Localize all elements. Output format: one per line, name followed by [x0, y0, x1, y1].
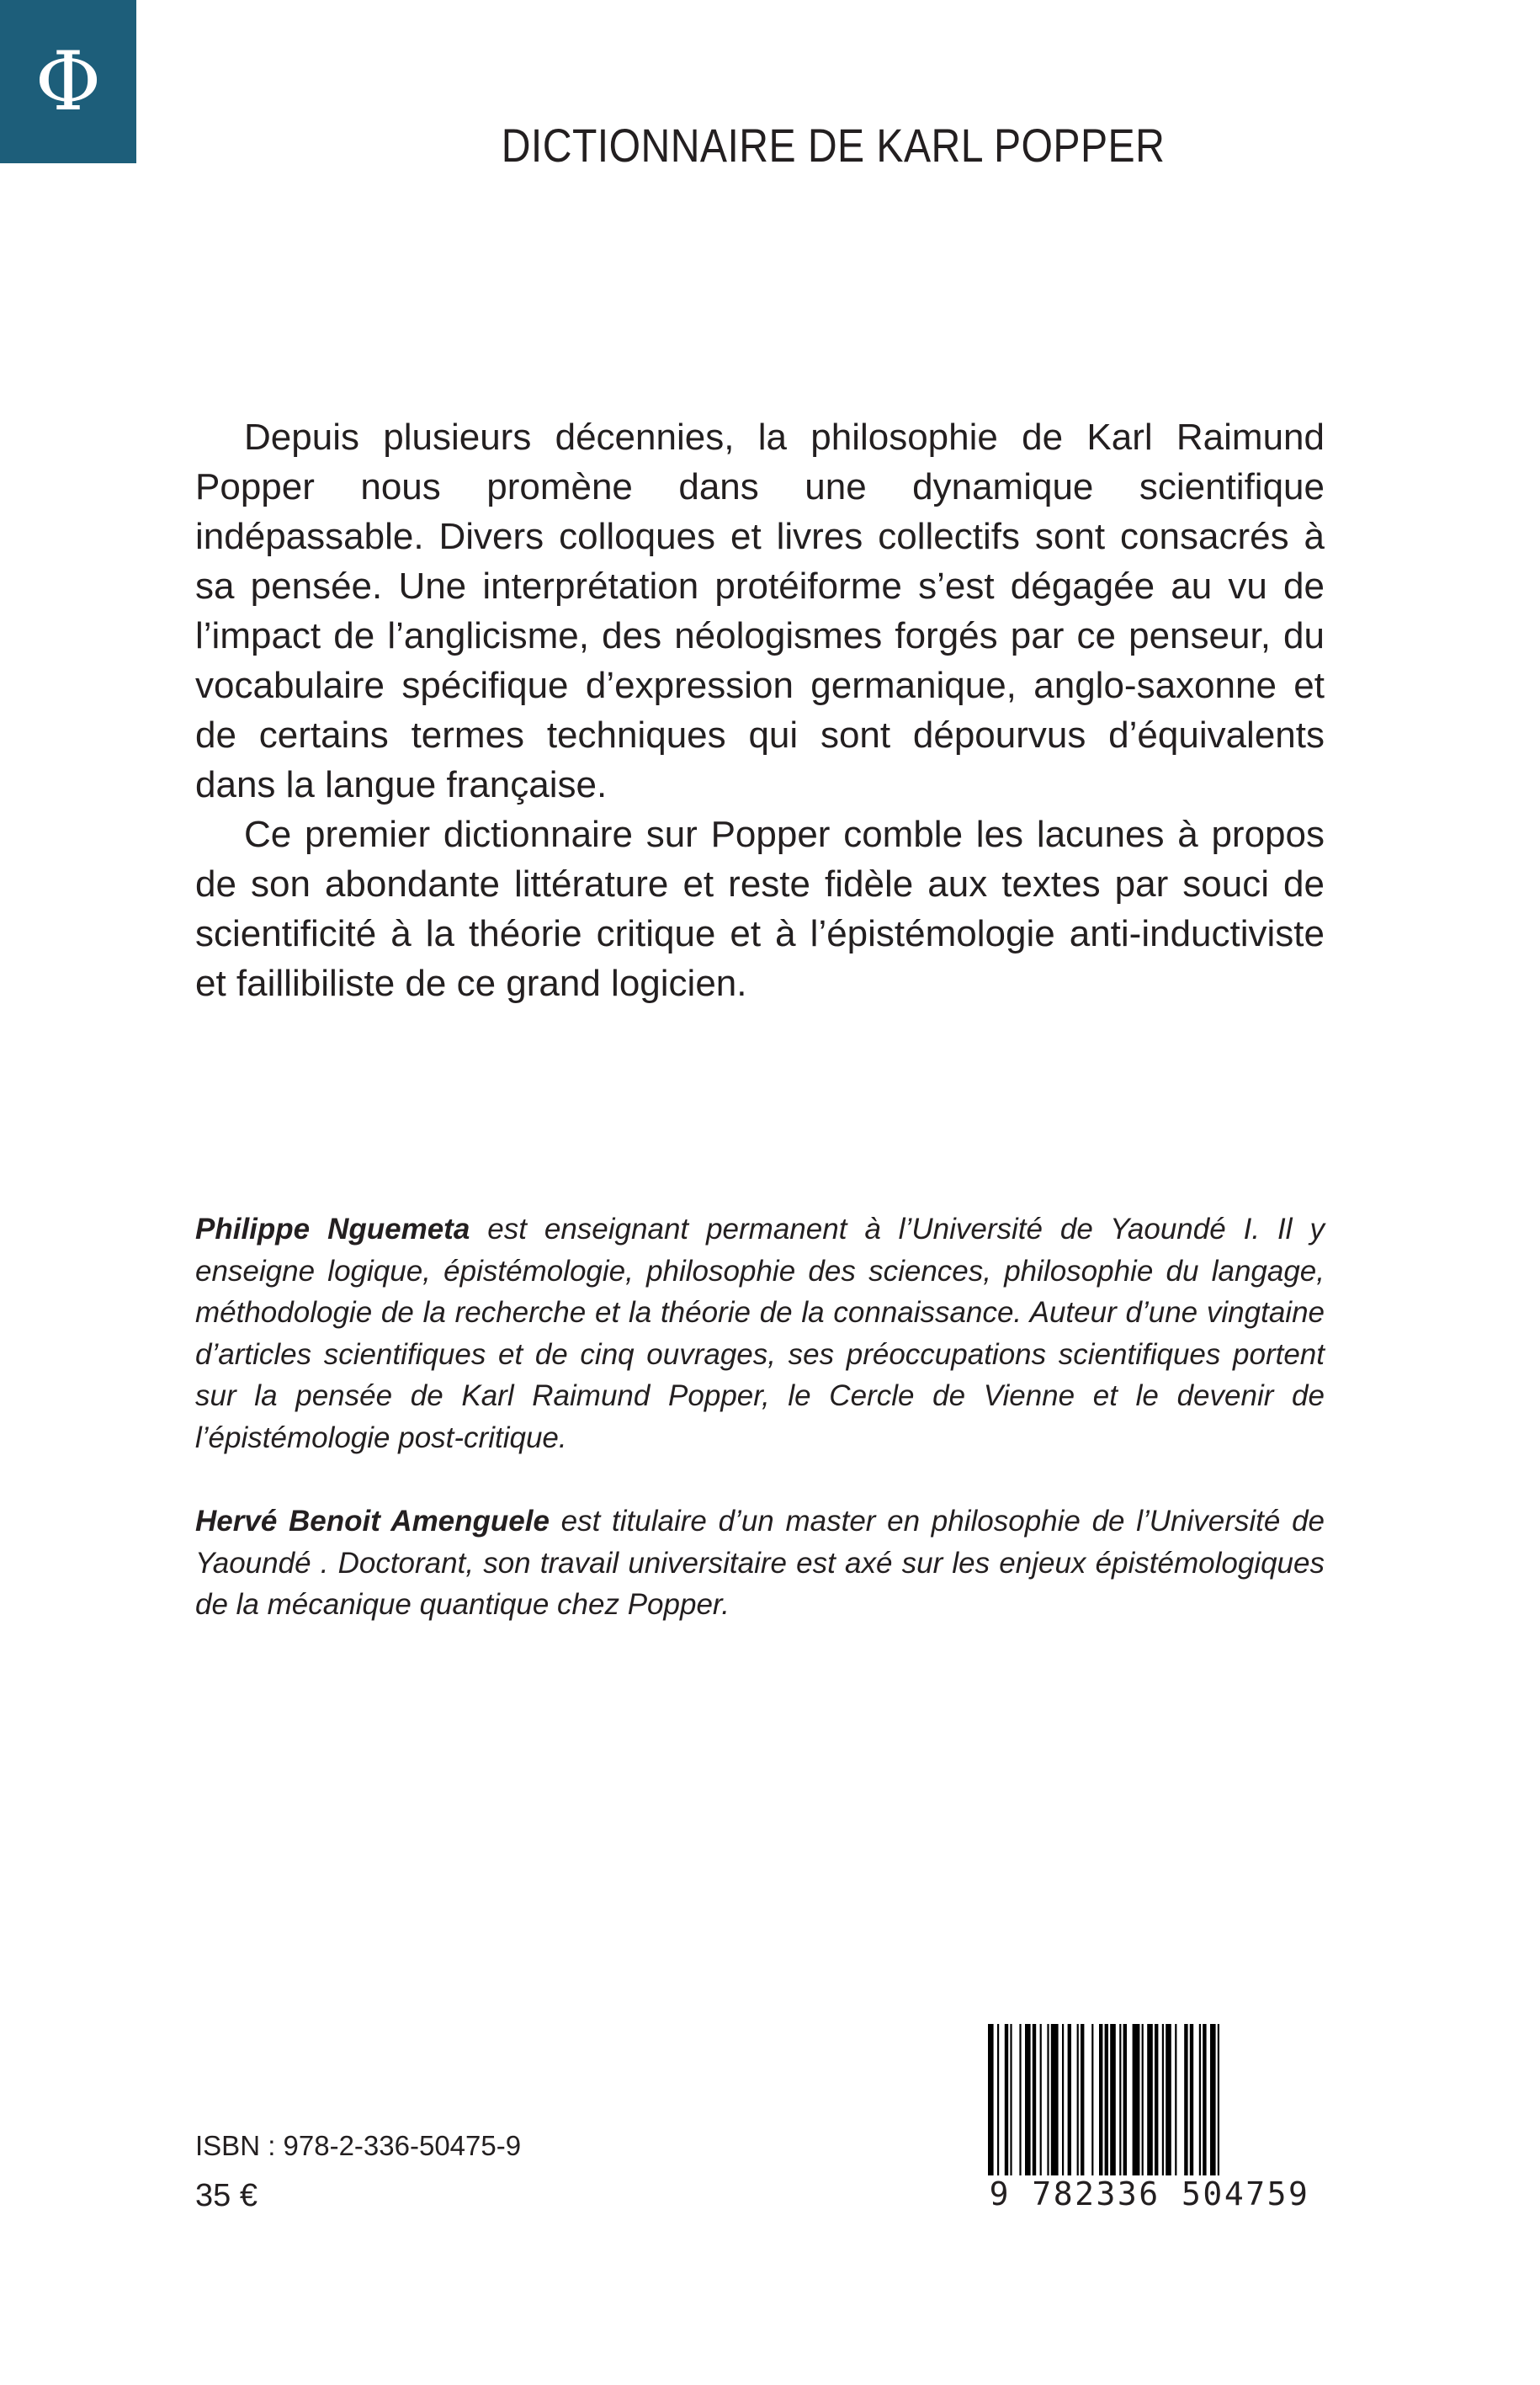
barcode-bar	[1133, 2024, 1140, 2175]
barcode-digits: 9 782336 504759	[989, 2175, 1310, 2212]
blurb-paragraph: Depuis plusieurs décennies, la philosophie de Karl Raimund Popper nous promène dans une dynamique scientifique indépassable. Divers colloques et livres collectifs sont consacrés à sa pensée. Une interprétation protéiforme s’est dégagée au vu de l’impact de l’anglicisme, des néologismes forgés par ce penseur, du vocabulaire spécifique d’expression germanique, anglo-saxonne et de certains termes techniques qui sont dépourvus d’équivalents dans la langue française.	[195, 417, 1325, 805]
barcode-bar	[1162, 2024, 1164, 2175]
barcode-bar	[1199, 2024, 1201, 2175]
barcode-bar	[1110, 2024, 1116, 2175]
barcode-bar	[1218, 2024, 1219, 2175]
barcode-bar	[1190, 2024, 1193, 2175]
barcode-bar	[1019, 2024, 1021, 2175]
barcode-bar	[1068, 2024, 1071, 2175]
barcode-bar	[1147, 2024, 1153, 2175]
barcode-bar	[1047, 2024, 1049, 2175]
blurb-paragraph: Ce premier dictionnaire sur Popper comble les lacunes à propos de son abondante littérature et reste fidèle aux textes par souci de scientificité à la théorie critique et à l’épistémologie anti-inductiviste et faillibiliste de ce grand logicien.	[195, 814, 1325, 1004]
barcode-bar	[1051, 2024, 1059, 2175]
barcode-bar	[1210, 2024, 1216, 2175]
barcode	[976, 2024, 1323, 2256]
barcode-bar	[1099, 2024, 1102, 2175]
barcode-bar	[1166, 2024, 1171, 2175]
barcode-bar	[1119, 2024, 1121, 2175]
barcode-bar	[1091, 2024, 1093, 2175]
barcode-bar	[1005, 2024, 1008, 2175]
barcode-bar	[988, 2024, 994, 2175]
barcode-bar	[1175, 2024, 1176, 2175]
barcode-bar	[1123, 2024, 1127, 2175]
barcode-bar	[1184, 2024, 1187, 2175]
author-bio	[195, 1208, 1325, 1458]
barcode-bar	[1155, 2024, 1158, 2175]
price: 35 €	[195, 2178, 258, 2213]
book-title: DICTIONNAIRE DE KARL POPPER	[501, 119, 1166, 172]
phi-icon: Φ	[35, 35, 102, 129]
barcode-bar	[1105, 2024, 1108, 2175]
barcode-bar	[1081, 2024, 1084, 2175]
author-name: Philippe Nguemeta	[195, 1213, 470, 1246]
isbn: ISBN : 978-2-336-50475-9	[195, 2130, 522, 2161]
publisher-logo	[0, 0, 136, 163]
barcode-bar	[1040, 2024, 1042, 2175]
author-bio	[195, 1501, 1325, 1626]
author-bio-text: est titulaire d’un master en philosophie de l’Université de Yaoundé . Doctorant, son travail universitaire est axé sur les enjeux épistémologiques de la mécanique quantique chez Popper.	[195, 1505, 1325, 1621]
barcode-bar	[997, 2024, 999, 2175]
author-bio-text: est enseignant permanent à l’Université de Yaoundé I. Il y enseigne logique, épistémologie, philosophie des sciences, philosophie du langage, méthodologie de la recherche et la théorie de la connaissance. Auteur d’une vingtaine d’articles scientifiques et de cinq ouvrages, ses préoccupations scientifiques portent sur la pensée de Karl Raimund Popper, le Cercle de Vienne et le devenir de l’épistémologie post-critique.	[195, 1213, 1325, 1454]
barcode-bar	[1025, 2024, 1031, 2175]
back-cover-blurb	[195, 412, 1325, 1008]
barcode-bar	[1010, 2024, 1012, 2175]
barcode-bar	[1062, 2024, 1064, 2175]
barcode-bars	[976, 2024, 1323, 2175]
barcode-bar	[1142, 2024, 1144, 2175]
barcode-bar	[1203, 2024, 1206, 2175]
barcode-bar	[1033, 2024, 1036, 2175]
barcode-bar	[1077, 2024, 1079, 2175]
author-name: Hervé Benoit Amenguele	[195, 1505, 550, 1538]
